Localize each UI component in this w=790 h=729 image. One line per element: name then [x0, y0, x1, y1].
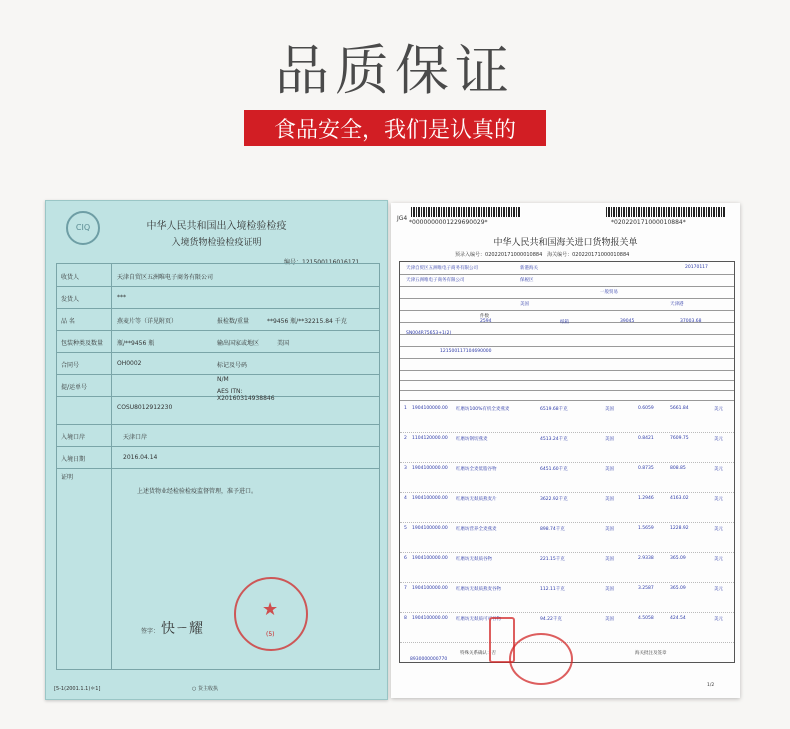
customs-label: 海关编号： — [547, 252, 573, 258]
item-code: 1104120000.00 — [412, 436, 448, 441]
row-label: 合同号 — [61, 362, 80, 369]
row-label: 入境日期 — [61, 456, 86, 463]
item-country: 美国 — [605, 527, 614, 532]
item-qty: 6451.60千克 — [540, 467, 568, 472]
item-total: 424.54 — [670, 616, 686, 621]
item-country: 美国 — [605, 407, 614, 412]
holder-label: ○ 货主收执 — [192, 686, 218, 692]
red-seal-icon: ★ (5) — [234, 577, 308, 651]
item-price: 0.8735 — [638, 466, 654, 471]
row-value: *** — [117, 294, 126, 301]
barcode-icon — [606, 207, 726, 217]
entry-value: 020220171000010884 — [485, 252, 543, 258]
item-qty: 94.22千克 — [540, 617, 562, 622]
ciq-logo-icon: CIQ — [66, 211, 100, 245]
qty-label: 件数 — [480, 314, 489, 319]
row-value: 燕麦片等（详见附页） — [117, 318, 178, 325]
item-curr: 美元 — [714, 617, 723, 622]
table-row — [400, 402, 734, 433]
item-name: 红磨坊营养全麦燕麦 — [456, 527, 497, 532]
declarer-code: 8930000000770 — [410, 657, 448, 662]
row-label: 标记及号码 — [217, 362, 248, 369]
dest-value: 天津港 — [670, 302, 684, 307]
item-country: 美国 — [605, 437, 614, 442]
number-value: 121500116016171 — [302, 259, 360, 266]
barcode-number: *0000000001229690029* — [409, 219, 488, 226]
item-price: 1.5659 — [638, 526, 654, 531]
row-label: 包装种类及数量 — [61, 340, 104, 347]
row-value: N/M — [217, 376, 229, 383]
row-value: **9456 瓶/**32215.84 千克 — [267, 318, 347, 325]
declaration-title: 中华人民共和国海关进口货物报关单 — [493, 238, 638, 248]
row-label: 入境口岸 — [61, 434, 86, 441]
form-code: [5-1(2001.1.1)＊1] — [54, 686, 101, 692]
barcode-icon — [411, 207, 521, 217]
footer-note: 特殊关系确认：否 — [460, 651, 496, 656]
item-code: 1904100000.00 — [412, 616, 448, 621]
item-qty: 221.15千克 — [540, 557, 565, 562]
declaration-table — [399, 261, 735, 663]
item-curr: 美元 — [714, 557, 723, 562]
item-qty: 898.74千克 — [540, 527, 565, 532]
row-label: 输出国家或地区 — [217, 340, 260, 347]
item-no: 4 — [404, 496, 407, 501]
voucher-value: 121500117104690000 — [440, 349, 492, 354]
row-value: 2016.04.14 — [123, 454, 158, 461]
table-row — [400, 462, 734, 493]
row-value: AES ITN: X20160314938846 — [217, 388, 275, 402]
signature: 快ㄧ耀 — [161, 621, 203, 637]
proof-text: 上述货物业经检验检疫监督管理，准予进口。 — [137, 488, 258, 495]
item-country: 美国 — [605, 557, 614, 562]
qty-value: 2594 — [480, 319, 492, 324]
net-value: 37003.68 — [680, 319, 702, 324]
item-price: 0.6059 — [638, 406, 654, 411]
item-total: 7609.75 — [670, 436, 689, 441]
item-name: 红磨坊无麸质可可谷物 — [456, 617, 501, 622]
number-label: 编号 — [284, 259, 297, 266]
item-no: 3 — [404, 466, 407, 471]
row-value: 美国 — [277, 340, 290, 347]
item-name: 红磨坊无麸质谷物 — [456, 557, 492, 562]
seal-number: (5) — [266, 631, 275, 638]
item-total: 1228.92 — [670, 526, 689, 531]
consignee-value: 天津自贸区五洲唯电子商务有限公司 — [406, 266, 478, 271]
item-curr: 美元 — [714, 587, 723, 592]
inspection-certificate — [45, 200, 388, 700]
table-row — [400, 522, 734, 553]
item-total: 365.09 — [670, 586, 686, 591]
row-value: 天津自贸区五洲唯电子商务有限公司 — [117, 274, 214, 281]
item-name: 红磨坊全麦低脂谷物 — [456, 467, 497, 472]
item-total: 5661.84 — [670, 406, 689, 411]
row-label: 提/运单号 — [61, 384, 88, 391]
barcode-number: *020220171000010884* — [611, 219, 686, 226]
item-code: 1904100000.00 — [412, 586, 448, 591]
item-no: 5 — [404, 526, 407, 531]
gross-value: 39045 — [620, 319, 635, 324]
item-country: 美国 — [605, 587, 614, 592]
proof-label: 证明 — [61, 474, 74, 481]
item-country: 美国 — [605, 617, 614, 622]
item-curr: 美元 — [714, 497, 723, 502]
marks-value: SN004R75653+1(2) — [406, 331, 452, 336]
item-name: 红磨坊100%有机全麦燕麦 — [456, 407, 510, 412]
item-no: 1 — [404, 406, 407, 411]
row-label: 发货人 — [61, 296, 80, 303]
item-name: 红磨坊无麸质燕麦片 — [456, 497, 497, 502]
page-number: 1/2 — [707, 683, 715, 688]
entry-number — [455, 251, 629, 258]
customs-value: 020220171000010884 — [572, 252, 630, 258]
form-code: JG4 — [397, 215, 408, 222]
item-no: 7 — [404, 586, 407, 591]
pack-value: 纸箱 — [560, 320, 569, 325]
row-value: OH0002 — [117, 360, 142, 367]
mode-value: 保税区 — [520, 278, 534, 283]
row-value: 瓶/**9456 瓶 — [117, 340, 155, 347]
item-code: 1904100000.00 — [412, 526, 448, 531]
item-curr: 美元 — [714, 407, 723, 412]
item-price: 1.2946 — [638, 496, 654, 501]
row-label: 品 名 — [61, 318, 75, 325]
row-value: 天津口岸 — [123, 434, 148, 441]
item-curr: 美元 — [714, 467, 723, 472]
sign-label: 签字： — [141, 628, 160, 635]
slogan-banner — [244, 110, 546, 146]
table-row — [400, 432, 734, 463]
customs-note: 海关批注及签章 — [635, 651, 667, 656]
date-value: 20170117 — [685, 265, 708, 270]
item-curr: 美元 — [714, 527, 723, 532]
table-row — [400, 552, 734, 583]
entry-label: 预录入编号： — [455, 252, 486, 258]
red-stamp-icon — [489, 617, 515, 663]
table-row — [400, 612, 734, 643]
item-price: 3.2587 — [638, 586, 654, 591]
row-label: 报检数/重量 — [217, 318, 250, 325]
item-no: 6 — [404, 556, 407, 561]
certificate-table — [56, 263, 380, 670]
certificate-number: 编号：121500116016171 — [284, 259, 360, 266]
item-total: 4163.02 — [670, 496, 689, 501]
certificate-title: 中华人民共和国出入境检验检疫 — [146, 221, 287, 232]
item-total: 365.09 — [670, 556, 686, 561]
item-country: 美国 — [605, 467, 614, 472]
item-price: 4.5058 — [638, 616, 654, 621]
item-code: 1904100000.00 — [412, 556, 448, 561]
page-title: 品质保证 — [275, 39, 515, 102]
item-qty: 112.11千克 — [540, 587, 565, 592]
holder-text: 货主收执 — [197, 686, 218, 692]
item-price: 2.9338 — [638, 556, 654, 561]
item-qty: 6519.68千克 — [540, 407, 568, 412]
red-seal-icon — [509, 633, 573, 685]
customs-declaration — [391, 203, 740, 698]
owner-value: 天津五洲唯电子商务有限公司 — [406, 278, 465, 283]
country-value: 美国 — [520, 302, 529, 307]
row-value: COSU8012912230 — [117, 404, 173, 411]
item-no: 2 — [404, 436, 407, 441]
slogan-text: 食品安全，我们是认真的 — [273, 118, 516, 143]
table-row — [400, 492, 734, 523]
item-qty: 3622.92千克 — [540, 497, 568, 502]
item-no: 8 — [404, 616, 407, 621]
item-name: 红磨坊钢切燕麦 — [456, 437, 488, 442]
item-code: 1904100000.00 — [412, 466, 448, 471]
item-country: 美国 — [605, 497, 614, 502]
row-label: 收货人 — [61, 274, 80, 281]
item-code: 1904100000.00 — [412, 496, 448, 501]
item-price: 0.8421 — [638, 436, 654, 441]
table-row — [400, 582, 734, 613]
item-curr: 美元 — [714, 437, 723, 442]
certificate-subtitle: 入境货物检验检疫证明 — [171, 238, 262, 248]
item-name: 红磨坊无麸质燕麦谷物 — [456, 587, 501, 592]
item-code: 1904100000.00 — [412, 406, 448, 411]
item-qty: 4513.24千克 — [540, 437, 568, 442]
item-total: 808.85 — [670, 466, 686, 471]
port-value: 新港海关 — [520, 266, 538, 271]
trade-value: 一般贸易 — [600, 290, 618, 295]
